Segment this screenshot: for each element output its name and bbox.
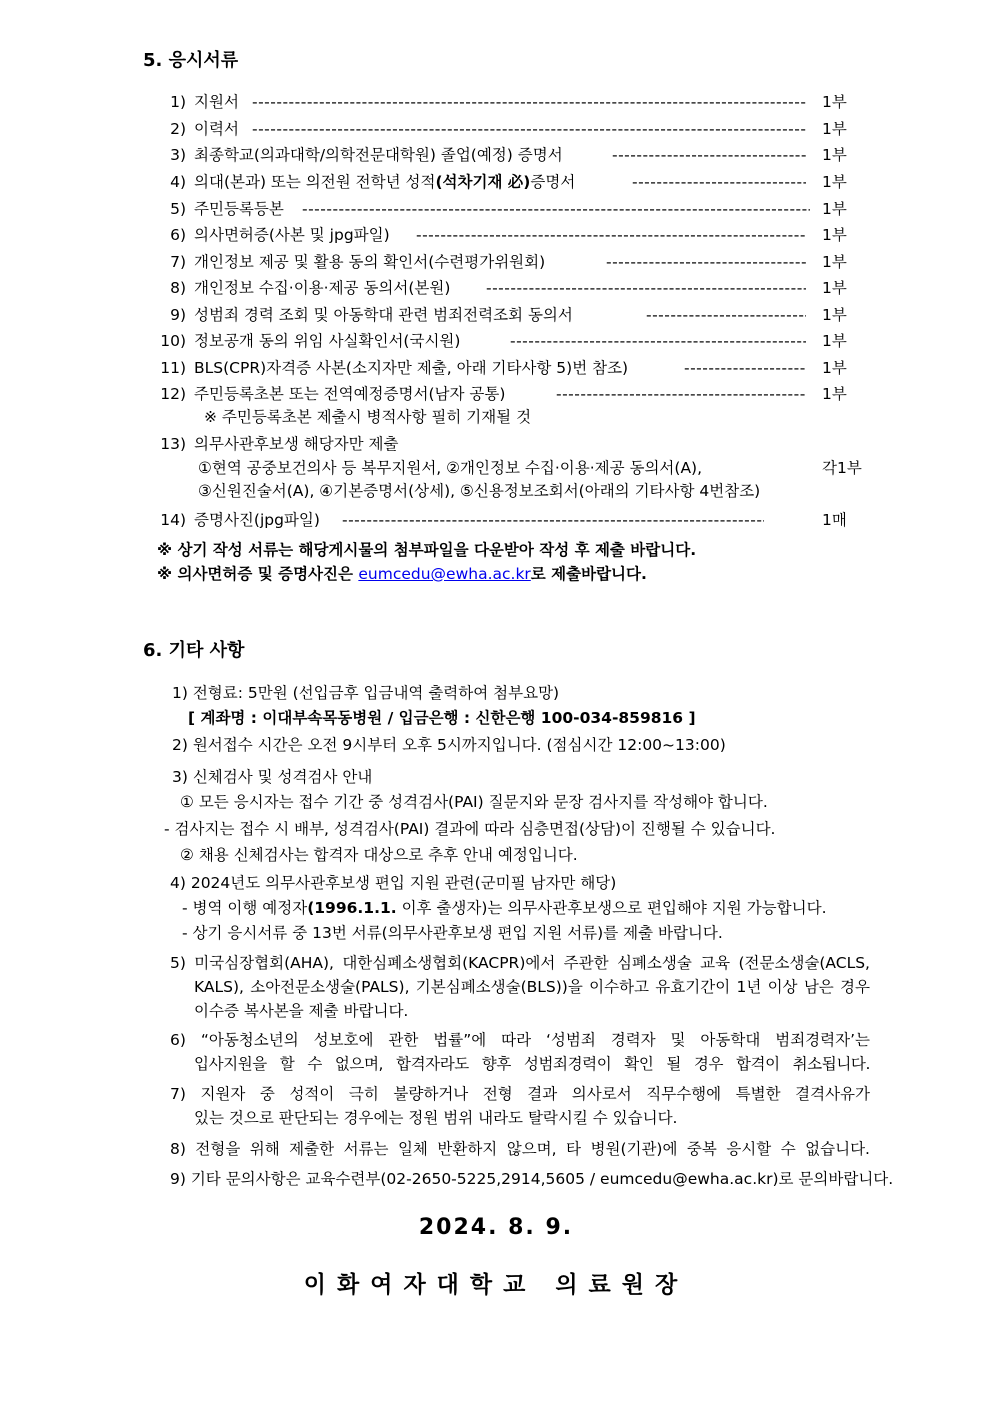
signature-line: 이화여자대학교 의료원장: [303, 1272, 689, 1298]
leader-dots: [510, 329, 806, 353]
list-item: 6) 의사면허증(사본 및 jpg파일) ----- 1부: [0, 223, 992, 247]
leader-dots: [632, 170, 806, 194]
issue-date: 2024. 8. 9.: [418, 1215, 574, 1240]
leader-dots: [302, 197, 810, 221]
list-item: 8) 개인정보 수집·이용·제공 동의서(본원) ----- 1부: [0, 276, 992, 300]
misc-item-5-line-2: KALS), 소아전문소생술(PALS), 기본심폐소생술(BLS))을 이수하고 유효기간이 1년 이상 남은 경우: [194, 978, 870, 996]
misc-item-4-b: - 상기 응시서류 중 13번 서류(의무사관후보생 편입 지원 서류)를 제출 바랍니다.: [182, 924, 723, 942]
list-item: 11) BLS(CPR)자격증 사본(소지자만 제출, 아래 기타사항 5)번 참조) ----- 1부: [0, 356, 992, 380]
list-item: 1) 지원서 ----- 1부: [0, 90, 992, 114]
misc-item-4-a: - 병역 이행 예정자(1996.1.1. 이후 출생자)는 의무사관후보생으로 편입해야 지원 가능합니다.: [182, 899, 827, 917]
note-item-12: ※ 주민등록초본 제출시 병적사항 필히 기재될 것: [204, 408, 532, 426]
misc-item-4: 4) 2024년도 의무사관후보생 편입 지원 관련(군미필 남자만 해당): [170, 874, 617, 892]
list-item: 7) 개인정보 제공 및 활용 동의 확인서(수련평가위원회) ----- 1부: [0, 250, 992, 274]
misc-item-3-a: ① 모든 응시자는 접수 기간 중 성격검사(PAI) 질문지와 문장 검사지를 작성해야 합니다.: [180, 793, 768, 811]
misc-item-3: 3) 신체검사 및 성격검사 안내: [172, 768, 373, 786]
notice-email: ※ 의사면허증 및 증명사진은 eumcedu@ewha.ac.kr로 제출바랍니다.: [157, 565, 647, 583]
leader-dots: [342, 508, 764, 532]
leader-dots: [416, 223, 806, 247]
misc-item-3-c: ② 채용 신체검사는 합격자 대상으로 추후 안내 예정입니다.: [180, 846, 578, 864]
leader-dots: [684, 356, 806, 380]
list-item: 5) 주민등록등본 ----- 1부: [0, 197, 992, 221]
list-item: 3) 최종학교(의과대학/의학전문대학원) 졸업(예정) 증명서 ----- 1부: [0, 143, 992, 167]
email-link[interactable]: eumcedu@ewha.ac.kr: [358, 565, 531, 583]
list-item: 12) 주민등록초본 또는 전역예정증명서(남자 공통) ----- 1부: [0, 382, 992, 406]
misc-item-6-line-2: 입사지원을 할 수 없으며, 합격자라도 향후 성범죄경력이 확인 될 경우 합격이 취소됩니다.: [194, 1055, 870, 1073]
misc-item-7-line-1: 7) 지원자 중 성적이 극히 불량하거나 전형 결과 의사로서 직무수행에 특별한 결격사유가: [170, 1085, 870, 1103]
item-13-sub-line-1: ①현역 공중보건의사 등 복무지원서, ②개인정보 수집·이용·제공 동의서(A),: [198, 459, 703, 477]
section-5-title: 5. 응시서류: [143, 50, 239, 71]
leader-dots: [646, 303, 806, 327]
leader-dots: [486, 276, 806, 300]
account-info: [ 계좌명 : 이대부속목동병원 / 입금은행 : 신한은행 100-034-859816 ]: [188, 709, 696, 727]
item-13-qty: 각1부: [822, 459, 862, 477]
misc-item-8: 8) 전형을 위해 제출한 서류는 일체 반환하지 않으며, 타 병원(기관)에 중복 응시할 수 없습니다.: [170, 1140, 870, 1158]
misc-item-5-line-3: 이수증 복사본을 제출 바랍니다.: [194, 1002, 409, 1020]
list-item: 14) 증명사진(jpg파일) ----- 1매: [0, 508, 992, 532]
list-item: 9) 성범죄 경력 조회 및 아동학대 관련 범죄전력조회 동의서 ----- 1부: [0, 303, 992, 327]
misc-item-9: 9) 기타 문의사항은 교육수련부(02-2650-5225,2914,5605 / eumcedu@ewha.ac.kr)로 문의바랍니다.: [170, 1170, 894, 1188]
misc-item-6-line-1: 6) “아동청소년의 성보호에 관한 법률”에 따라 ‘성범죄 경력자 및 아동학대 범죄경력자’는: [170, 1031, 870, 1049]
leader-dots: [606, 250, 806, 274]
notice-attachment: ※ 상기 작성 서류는 해당게시물의 첨부파일을 다운받아 작성 후 제출 바랍니다.: [157, 541, 697, 559]
misc-item-2: 2) 원서접수 시간은 오전 9시부터 오후 5시까지입니다. (점심시간 12:00~13:00): [172, 736, 726, 754]
misc-item-5-line-1: 5) 미국심장협회(AHA), 대한심폐소생협회(KACPR)에서 주관한 심폐소생술 교육 (전문소생술(ACLS,: [170, 954, 870, 972]
leader-dots: [252, 117, 806, 141]
leader-dots: [556, 382, 806, 406]
misc-item-1: 1) 전형료: 5만원 (선입금후 입금내역 출력하여 첨부요망): [172, 684, 560, 702]
leader-dots: [252, 90, 806, 114]
item-13-sub-line-2: ③신원진술서(A), ④기본증명서(상세), ⑤신용정보조회서(아래의 기타사항 4번참조): [198, 482, 761, 500]
section-6-title: 6. 기타 사항: [143, 640, 245, 661]
list-item: 10) 정보공개 동의 위임 사실확인서(국시원) ----- 1부: [0, 329, 992, 353]
misc-item-7-line-2: 있는 것으로 판단되는 경우에는 정원 범위 내라도 탈락시킬 수 있습니다.: [194, 1109, 678, 1127]
misc-item-3-b: - 검사지는 접수 시 배부, 성격검사(PAI) 결과에 따라 심층면접(상담)이 진행될 수 있습니다.: [164, 820, 776, 838]
list-item: 13) 의무사관후보생 해당자만 제출: [160, 435, 399, 453]
list-item: 2) 이력서 ----- 1부: [0, 117, 992, 141]
leader-dots: [612, 143, 806, 167]
list-item: 4) 의대(본과) 또는 의전원 전학년 성적(석차기재 必)증명서 ----- 1부: [0, 170, 992, 194]
